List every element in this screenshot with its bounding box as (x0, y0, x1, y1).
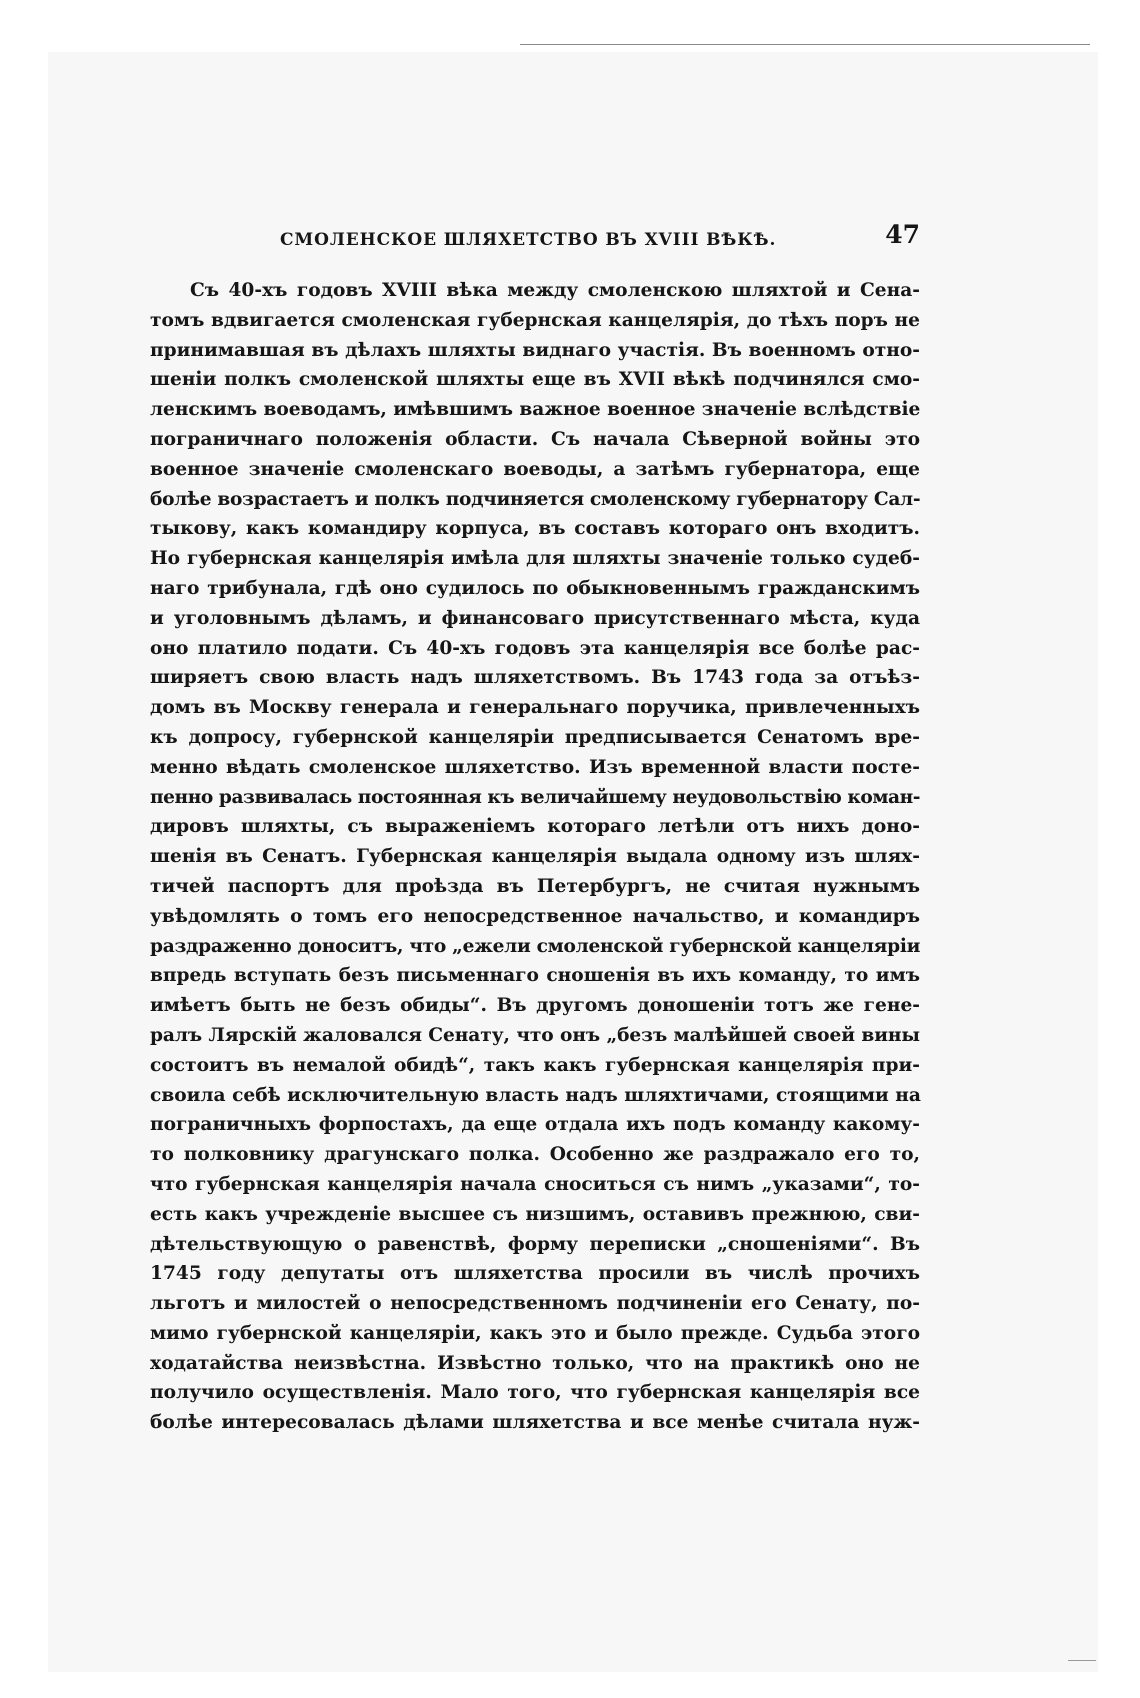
text-line: томъ вдвигается смоленская губернская канцелярія, до тѣхъ поръ не (150, 309, 920, 331)
text-line: 1745 году депутаты отъ шляхетства просили въ числѣ прочихъ (150, 1263, 920, 1285)
text-line: ленскимъ воеводамъ, имѣвшимъ важное военное значеніе вслѣдствіе (150, 399, 921, 421)
text-line: дировъ шляхты, съ выраженіемъ котораго летѣли отъ нихъ доно- (150, 816, 920, 838)
text-line: увѣдомлять о томъ его непосредственное начальство, и командиръ (150, 905, 920, 927)
text-line: своила себѣ исключительную власть надъ шляхтичами, стоящими на (150, 1084, 921, 1106)
text-line: Но губернская канцелярія имѣла для шляхты значеніе только судеб- (150, 548, 920, 570)
text-line: шеніи полкъ смоленской шляхты еще въ XVII вѣкѣ подчинялся смо- (150, 369, 920, 391)
text-line: тичей паспортъ для проѣзда въ Петербургъ, не считая нужнымъ (150, 875, 920, 897)
scan-edge-mark (1068, 1660, 1096, 1661)
text-line: болѣе возрастаетъ и полкъ подчиняется смоленскому губернатору Сал- (150, 488, 921, 510)
text-line: менно вѣдать смоленское шляхетство. Изъ временной власти посте- (150, 756, 920, 778)
text-line: получило осуществленія. Мало того, что губернская канцелярія все (150, 1382, 920, 1404)
text-line: раздраженно доноситъ, что „ежели смоленской губернской канцеляріи (150, 935, 921, 957)
text-line: оно платило подати. Съ 40-хъ годовъ эта канцелярія все болѣе рас- (150, 637, 920, 659)
text-line: льготъ и милостей о непосредственномъ подчиненіи его Сенату, по- (150, 1293, 920, 1315)
page-number: 47 (885, 220, 920, 249)
text-line: впредь вступать безъ письменнаго сношенія въ ихъ команду, то имъ (150, 965, 920, 987)
text-line: то полковнику драгунскаго полка. Особенно же раздражало его то, (150, 1144, 920, 1166)
text-line: тыкову, какъ командиру корпуса, въ составъ котораго онъ входитъ. (150, 518, 920, 540)
text-line: есть какъ учрежденіе высшее съ низшимъ, оставивъ прежнюю, сви- (150, 1203, 920, 1225)
text-line: мимо губернской канцеляріи, какъ это и было прежде. Судьба этого (150, 1322, 920, 1344)
text-line: имѣетъ быть не безъ обиды“. Въ другомъ доношеніи тотъ же гене- (150, 995, 920, 1017)
text-line: домъ въ Москву генерала и генеральнаго поручика, привлеченныхъ (150, 697, 920, 719)
text-line: ширяетъ свою власть надъ шляхетствомъ. Въ 1743 года за отъѣз- (150, 667, 920, 689)
text-line: принимавшая въ дѣлахъ шляхты виднаго участія. Въ военномъ отно- (150, 339, 920, 361)
text-line: дѣтельствующую о равенствѣ, форму переписки „сношеніями“. Въ (150, 1233, 920, 1255)
text-line: пограничныхъ форпостахъ, да еще отдала ихъ подъ команду какому- (150, 1114, 920, 1136)
running-title: СМОЛЕНСКОЕ ШЛЯХЕТСТВО ВЪ XVIII ВѢКѢ. (280, 230, 777, 250)
text-line: шенія въ Сенатъ. Губернская канцелярія выдала одному изъ шлях- (150, 846, 920, 868)
text-line: что губернская канцелярія начала сноситься съ нимъ „указами“, то- (150, 1173, 920, 1195)
scan-edge-rule (520, 44, 1090, 45)
text-line: болѣе интересовалась дѣлами шляхетства и все менѣе считала нуж- (150, 1412, 920, 1434)
text-line: ходатайства неизвѣстна. Извѣстно только, что на практикѣ оно не (150, 1352, 920, 1374)
text-line: наго трибунала, гдѣ оно судилось по обыкновеннымъ гражданскимъ (150, 577, 920, 599)
body-text (150, 276, 920, 1438)
text-line: къ допросу, губернской канцеляріи предписывается Сенатомъ вре- (150, 726, 920, 748)
text-line: Съ 40-хъ годовъ XVIII вѣка между смоленскою шляхтой и Сена- (190, 280, 920, 301)
page-header (180, 218, 920, 258)
text-line: и уголовнымъ дѣламъ, и финансоваго присутственнаго мѣста, куда (150, 607, 920, 629)
text-line: пограничнаго положенія области. Съ начала Сѣверной войны это (150, 428, 920, 450)
text-line: состоитъ въ немалой обидѣ“, такъ какъ губернская канцелярія при- (150, 1054, 920, 1076)
text-line: ралъ Лярскій жаловался Сенату, что онъ „безъ малѣйшей своей вины (150, 1024, 920, 1046)
text-line: пенно развивалась постоянная къ величайшему неудовольствію коман- (150, 786, 921, 808)
text-line: военное значеніе смоленскаго воеводы, а затѣмъ губернатора, еще (150, 458, 920, 480)
